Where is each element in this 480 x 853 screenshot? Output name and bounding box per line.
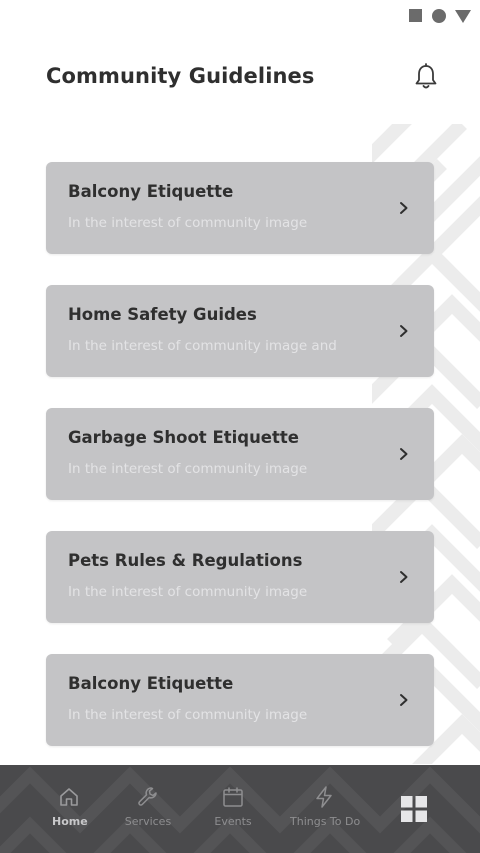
nav-services[interactable] (124, 785, 172, 828)
guideline-subtitle: In the interest of community image (68, 707, 308, 723)
nav-events-label: Events (214, 815, 252, 828)
guideline-card[interactable] (46, 531, 434, 623)
guideline-card[interactable] (46, 285, 434, 377)
bottom-navigation (0, 765, 480, 853)
triangle-icon (455, 10, 471, 23)
chevron-right-icon (398, 570, 410, 584)
guidelines-list (46, 162, 434, 777)
lightning-icon (312, 785, 336, 809)
guideline-subtitle: In the interest of community image (68, 215, 308, 231)
nav-home[interactable] (52, 785, 86, 828)
chevron-right-icon (398, 693, 410, 707)
guideline-title: Garbage Shoot Etiquette (68, 428, 299, 447)
chevron-right-icon (398, 324, 410, 338)
guideline-card[interactable] (46, 162, 434, 254)
guideline-card[interactable] (46, 408, 434, 500)
guideline-title: Home Safety Guides (68, 305, 257, 324)
wrench-icon (136, 785, 160, 809)
home-icon (57, 785, 81, 809)
nav-home-label: Home (52, 815, 88, 828)
guideline-subtitle: In the interest of community image (68, 584, 308, 600)
guideline-card[interactable] (46, 654, 434, 746)
grid-icon (400, 795, 428, 823)
guideline-title: Pets Rules & Regulations (68, 551, 303, 570)
nav-services-label: Services (124, 815, 172, 828)
guideline-subtitle: In the interest of community image and (68, 338, 337, 354)
page-title: Community Guidelines (46, 64, 315, 88)
status-bar (0, 0, 480, 32)
chevron-right-icon (398, 201, 410, 215)
nav-events[interactable] (213, 785, 253, 828)
guideline-subtitle: In the interest of community image (68, 461, 308, 477)
nav-things-to-do[interactable] (290, 785, 361, 828)
chevron-right-icon (398, 447, 410, 461)
nav-things-to-do-label: Things To Do (290, 815, 361, 828)
circle-icon (432, 9, 446, 23)
calendar-icon (221, 785, 245, 809)
notification-bell-icon[interactable] (413, 63, 439, 91)
guideline-title: Balcony Etiquette (68, 674, 234, 693)
guideline-title: Balcony Etiquette (68, 182, 234, 201)
nav-more[interactable] (400, 795, 428, 823)
square-icon (409, 9, 422, 22)
